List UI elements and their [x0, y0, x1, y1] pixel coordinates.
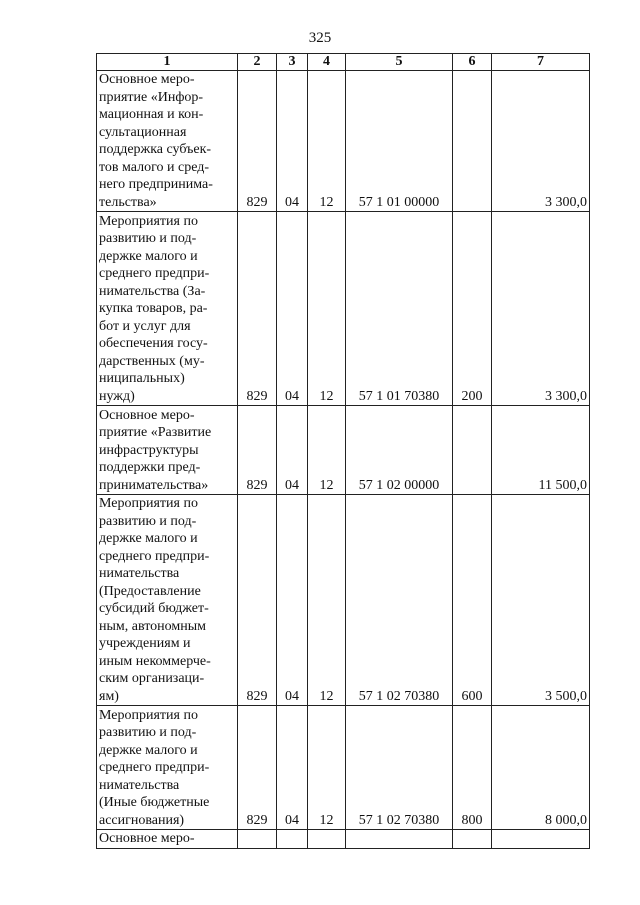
section-code: 04 — [277, 71, 308, 212]
row-name-text: Мероприятия по развитию и под- держке малого и среднего предпри- нимательства (Иные бюджетные ассигнования) — [99, 707, 210, 828]
amount — [492, 830, 590, 849]
amount: 8 000,0 — [492, 706, 590, 830]
amount: 3 300,0 — [492, 212, 590, 406]
row-name — [97, 830, 238, 849]
row-name-text: Основное меро- — [99, 831, 195, 846]
page-number: 325 — [308, 30, 332, 46]
expense-type-code: 600 — [453, 495, 492, 706]
row-name — [97, 706, 238, 830]
target-article-code — [346, 830, 453, 849]
expense-type-code: 800 — [453, 706, 492, 830]
subsection-code: 12 — [308, 71, 346, 212]
ministry-code: 829 — [238, 212, 277, 406]
expense-type-code — [453, 71, 492, 212]
ministry-code: 829 — [238, 495, 277, 706]
ministry-code: 829 — [238, 71, 277, 212]
target-article-code: 57 1 02 70380 — [346, 706, 453, 830]
subsection-code — [308, 830, 346, 849]
header-col-5: 5 — [346, 54, 453, 71]
table-row — [97, 71, 590, 212]
subsection-code: 12 — [308, 212, 346, 406]
amount: 11 500,0 — [492, 406, 590, 495]
row-name-text: Основное меро- приятие «Инфор- мационная и кон- сультационная поддержка субъек- тов малого и сред- него предпринима- тельства» — [99, 72, 213, 210]
expense-type-code: 200 — [453, 212, 492, 406]
header-col-4: 4 — [308, 54, 346, 71]
row-name-text: Основное меро- приятие «Развитие инфраструктуры поддержки пред- принимательства» — [99, 407, 212, 493]
subsection-code: 12 — [308, 706, 346, 830]
expense-type-code — [453, 830, 492, 849]
row-name — [97, 212, 238, 406]
target-article-code: 57 1 01 70380 — [346, 212, 453, 406]
row-name-text: Мероприятия по развитию и под- держке малого и среднего предпри- нимательства (За- купка товаров, ра- бот и услуг для обеспечения госу- дарственных (му- ниципальных) нужд) — [99, 213, 210, 404]
budget-table — [96, 53, 590, 849]
header-col-2: 2 — [238, 54, 277, 71]
section-code: 04 — [277, 706, 308, 830]
table-row — [97, 495, 590, 706]
table-row — [97, 406, 590, 495]
section-code: 04 — [277, 406, 308, 495]
table-row — [97, 212, 590, 406]
ministry-code — [238, 830, 277, 849]
row-name — [97, 495, 238, 706]
target-article-code: 57 1 02 00000 — [346, 406, 453, 495]
section-code: 04 — [277, 212, 308, 406]
header-col-1: 1 — [97, 54, 238, 71]
subsection-code: 12 — [308, 495, 346, 706]
ministry-code: 829 — [238, 406, 277, 495]
header-col-7: 7 — [492, 54, 590, 71]
table-row — [97, 830, 590, 849]
expense-type-code — [453, 406, 492, 495]
amount: 3 500,0 — [492, 495, 590, 706]
target-article-code: 57 1 02 70380 — [346, 495, 453, 706]
header-col-6: 6 — [453, 54, 492, 71]
header-row — [97, 54, 590, 71]
target-article-code: 57 1 01 00000 — [346, 71, 453, 212]
section-code — [277, 830, 308, 849]
subsection-code: 12 — [308, 406, 346, 495]
header-col-3: 3 — [277, 54, 308, 71]
section-code: 04 — [277, 495, 308, 706]
ministry-code: 829 — [238, 706, 277, 830]
table-row — [97, 706, 590, 830]
row-name — [97, 406, 238, 495]
amount: 3 300,0 — [492, 71, 590, 212]
row-name-text: Мероприятия по развитию и под- держке малого и среднего предпри- нимательства (Предоставление субсидий бюджет- ным, автономным учреждениям и иным некоммерче- ским организаци- ям) — [99, 496, 211, 704]
row-name — [97, 71, 238, 212]
